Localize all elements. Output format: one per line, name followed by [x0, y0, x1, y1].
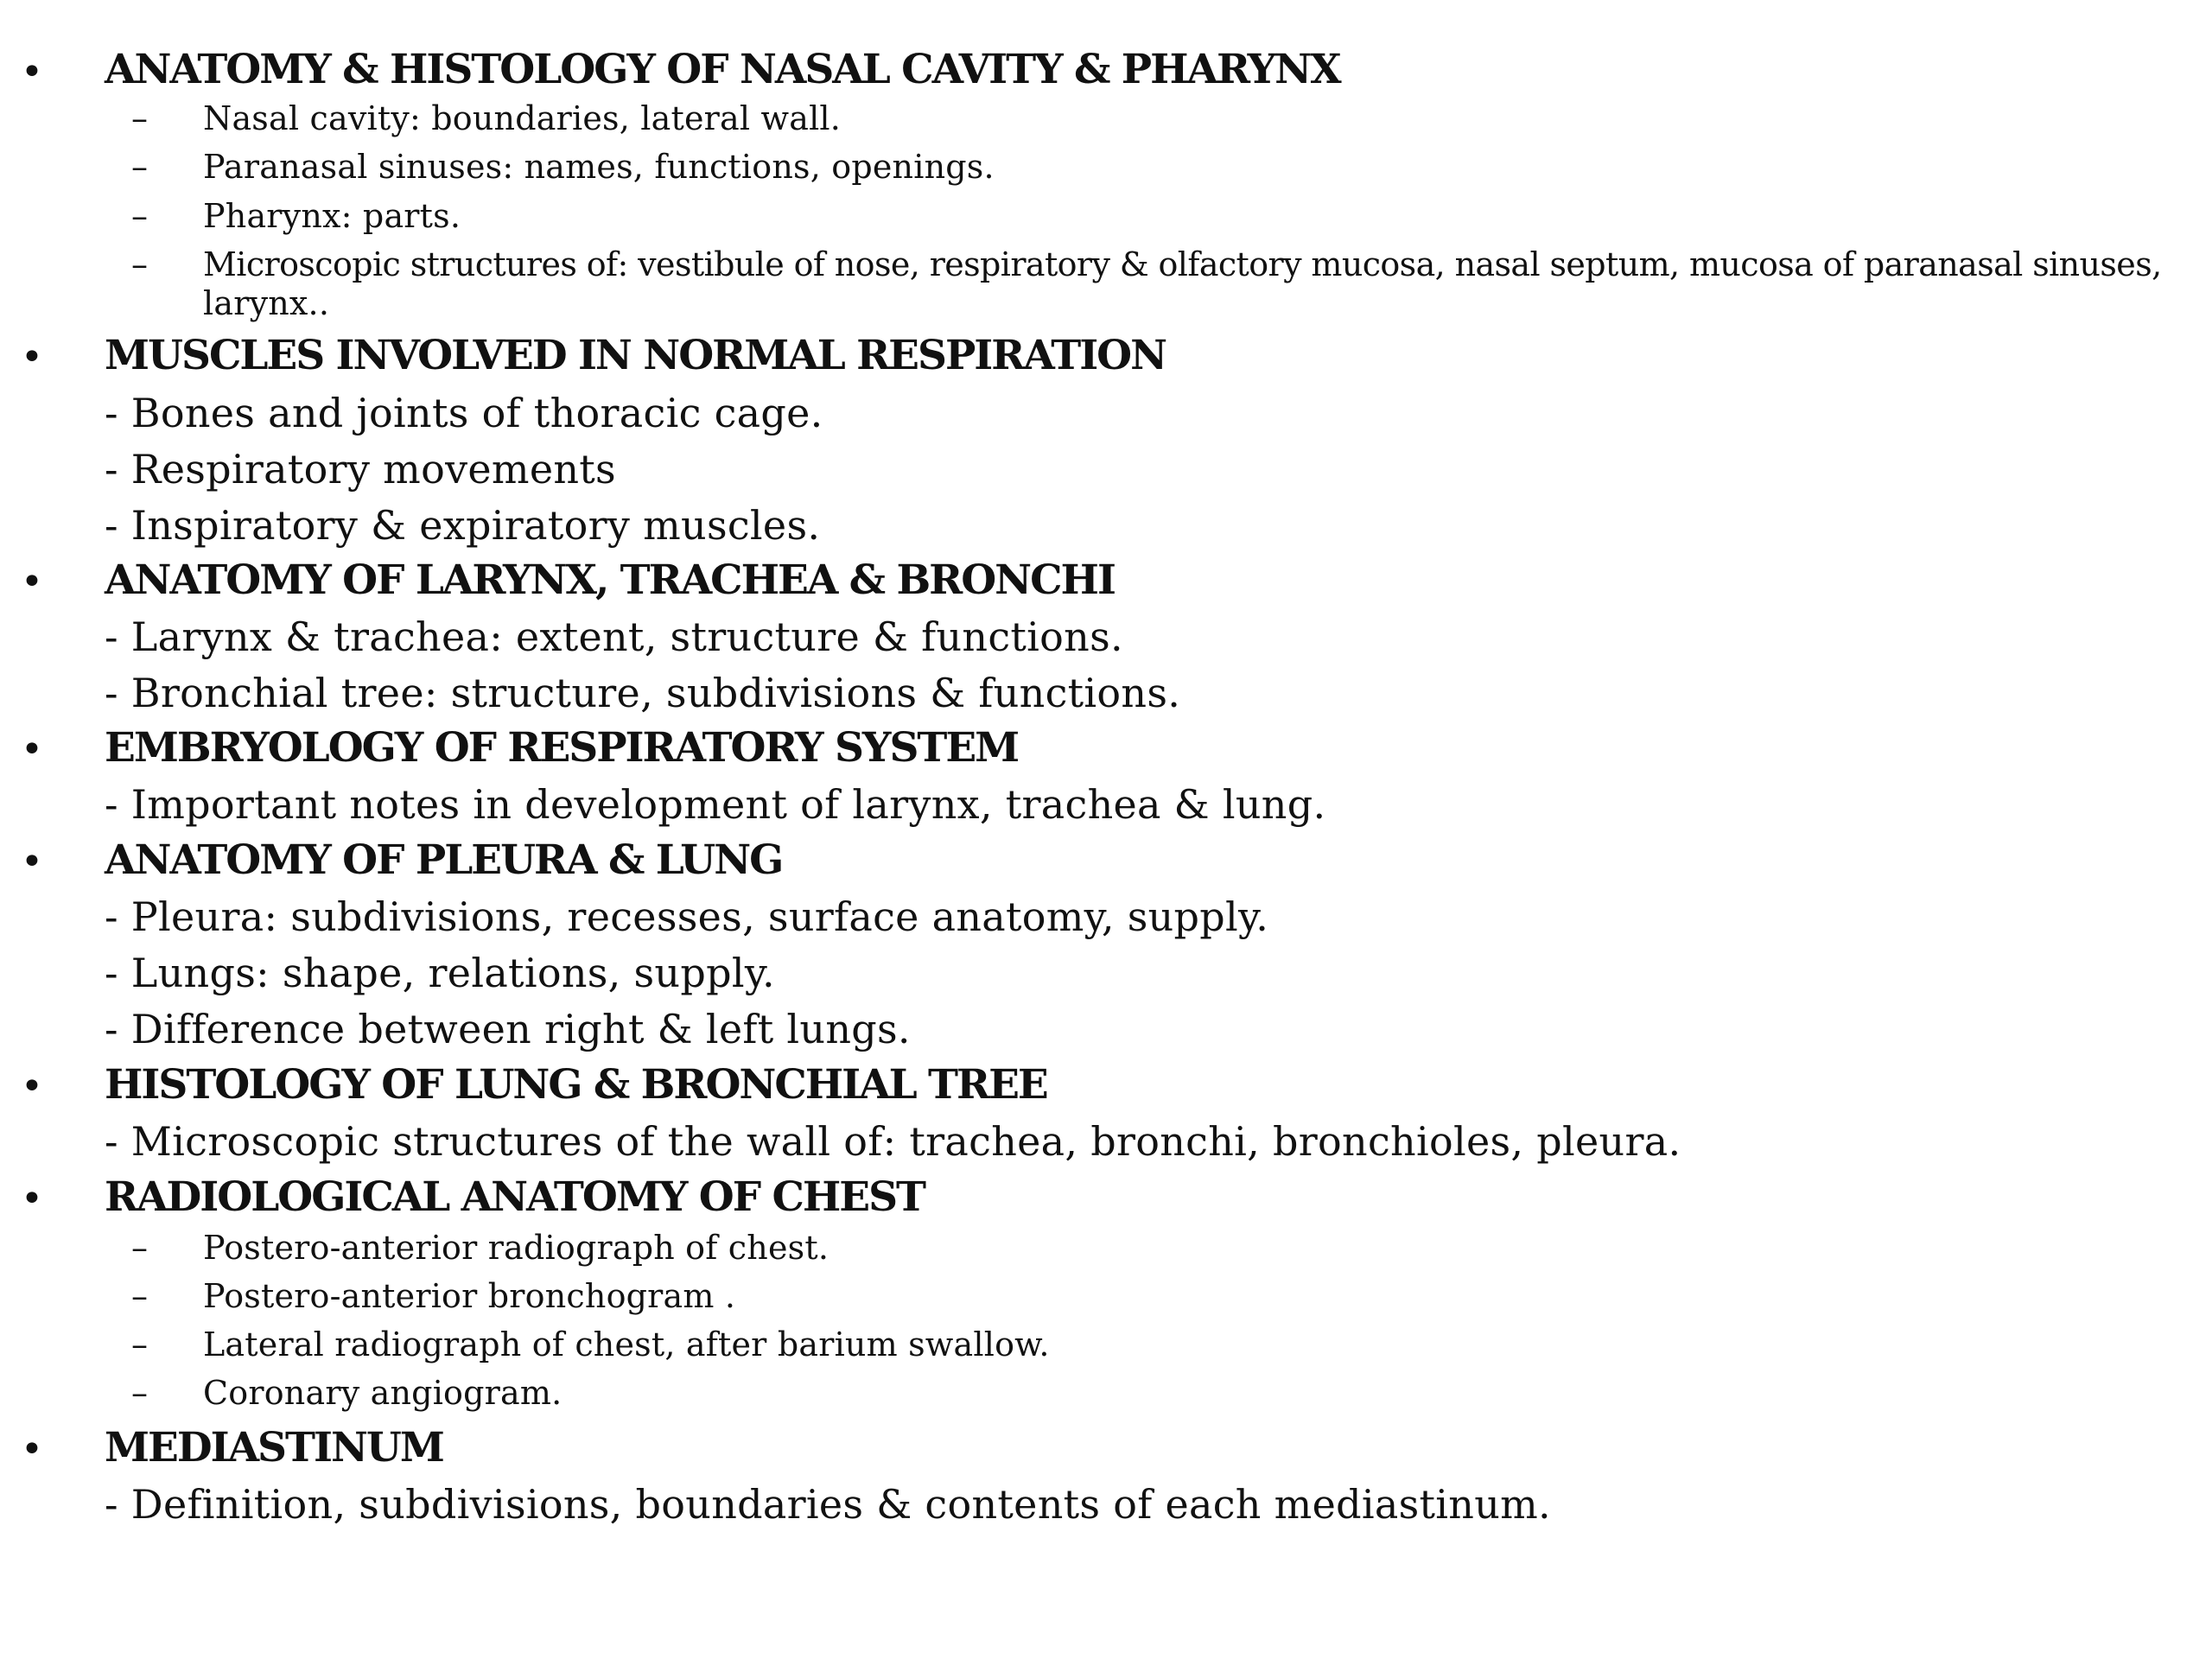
- sub-line-lungs: - Lungs: shape, relations, supply.: [105, 950, 775, 996]
- section-heading-mediastinum: MEDIASTINUM: [105, 1424, 443, 1471]
- sub-line-larynx-trachea: - Larynx & trachea: extent, structure & functions.: [105, 613, 1123, 660]
- sub-line-bronchial-tree: - Bronchial tree: structure, subdivisions & functions.: [105, 670, 1181, 716]
- bullet-marker: •: [21, 560, 43, 604]
- dash-item-microscopic-structures: Microscopic structures of: vestibule of nose, respiratory & olfactory mucosa, nasal septum, mucosa of paranasal sinuses,: [203, 245, 2162, 283]
- dash-marker: –: [131, 1277, 148, 1315]
- sub-line-lung-difference: - Difference between right & left lungs.: [105, 1006, 911, 1052]
- dash-item-nasal-cavity: Nasal cavity: boundaries, lateral wall.: [203, 99, 842, 137]
- bullet-marker: •: [21, 1177, 43, 1221]
- sub-line-thoracic-cage: - Bones and joints of thoracic cage.: [105, 390, 823, 436]
- dash-marker: –: [131, 148, 148, 186]
- dash-marker: –: [131, 1229, 148, 1267]
- sub-line-inspiratory-muscles: - Inspiratory & expiratory muscles.: [105, 502, 821, 549]
- dash-item-pa-radiograph: Postero-anterior radiograph of chest.: [203, 1229, 830, 1267]
- dash-item-lateral-radiograph: Lateral radiograph of chest, after barium swallow.: [203, 1325, 1050, 1363]
- dash-item-bronchogram: Postero-anterior bronchogram .: [203, 1277, 736, 1315]
- dash-item-paranasal-sinuses: Paranasal sinuses: names, functions, openings.: [203, 148, 995, 186]
- bullet-marker: •: [21, 50, 43, 94]
- sub-line-microscopic-wall: - Microscopic structures of the wall of: trachea, bronchi, bronchioles, pleura.: [105, 1118, 1681, 1165]
- dash-marker: –: [131, 99, 148, 137]
- dash-item-pharynx: Pharynx: parts.: [203, 197, 461, 235]
- dash-marker: –: [131, 197, 148, 235]
- bullet-marker: •: [21, 728, 43, 772]
- section-heading-radiological-anatomy: RADIOLOGICAL ANATOMY OF CHEST: [105, 1173, 925, 1221]
- dash-item-coronary-angiogram: Coronary angiogram.: [203, 1374, 563, 1412]
- section-heading-histology-lung: HISTOLOGY OF LUNG & BRONCHIAL TREE: [105, 1061, 1047, 1109]
- sub-line-mediastinum-definition: - Definition, subdivisions, boundaries & contents of each mediastinum.: [105, 1481, 1551, 1528]
- sub-line-respiratory-movements: - Respiratory movements: [105, 446, 616, 493]
- dash-marker: –: [131, 1374, 148, 1412]
- section-heading-respiration-muscles: MUSCLES INVOLVED IN NORMAL RESPIRATION: [105, 332, 1166, 379]
- sub-line-development-notes: - Important notes in development of larynx, trachea & lung.: [105, 781, 1326, 828]
- bullet-marker: •: [21, 1427, 43, 1471]
- section-heading-pleura-lung: ANATOMY OF PLEURA & LUNG: [105, 836, 783, 884]
- section-heading-larynx-trachea-bronchi: ANATOMY OF LARYNX, TRACHEA & BRONCHI: [105, 556, 1115, 604]
- bullet-marker: •: [21, 840, 43, 884]
- bullet-marker: •: [21, 1065, 43, 1109]
- dash-item-continuation: larynx..: [203, 284, 330, 322]
- section-heading-nasal-cavity-pharynx: ANATOMY & HISTOLOGY OF NASAL CAVITY & PHARYNX: [105, 46, 1340, 93]
- dash-marker: –: [131, 245, 148, 283]
- dash-marker: –: [131, 1325, 148, 1363]
- section-heading-embryology: EMBRYOLOGY OF RESPIRATORY SYSTEM: [105, 724, 1019, 772]
- sub-line-pleura: - Pleura: subdivisions, recesses, surface anatomy, supply.: [105, 893, 1269, 940]
- bullet-marker: •: [21, 335, 43, 379]
